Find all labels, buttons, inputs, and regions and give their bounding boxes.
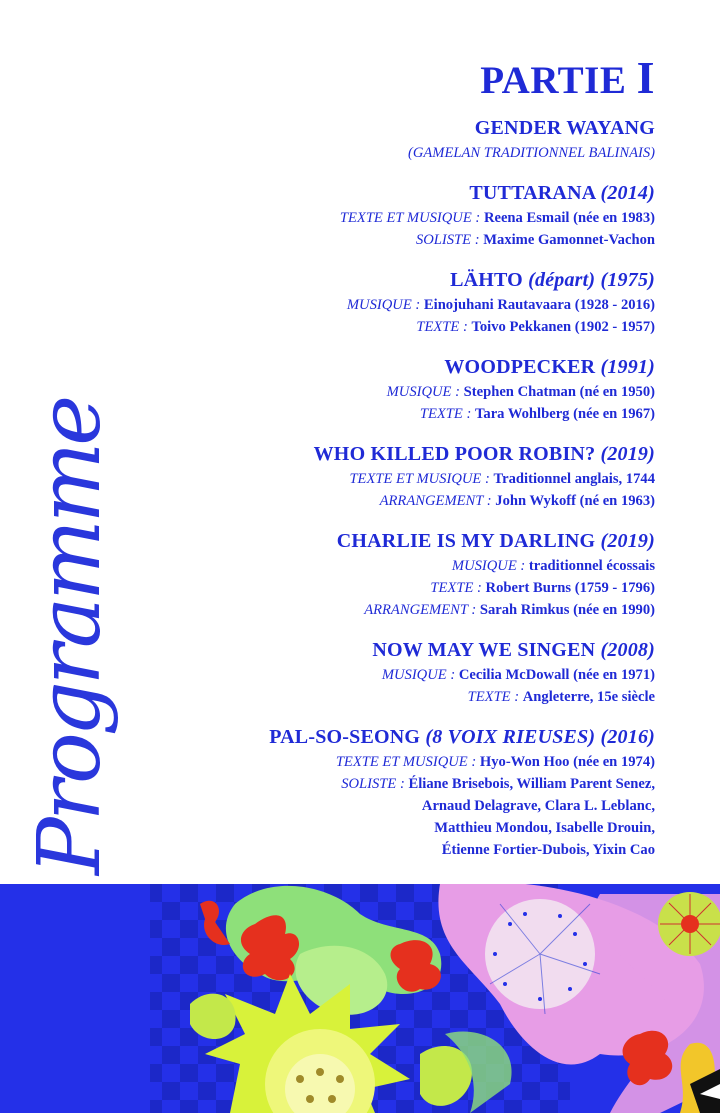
credit-role: TEXTE ET MUSIQUE :: [335, 754, 477, 770]
credit-name: Traditionnel anglais, 1744: [493, 471, 655, 487]
part-number: I: [636, 52, 655, 103]
part-heading: [135, 52, 655, 107]
credit-role: TEXTE :: [467, 689, 520, 705]
programme-vertical-title: Programme: [20, 398, 120, 875]
credit-line: [135, 555, 655, 577]
credit-name: Sarah Rimkus (née en 1990): [479, 602, 655, 618]
credit-name: Matthieu Mondou, Isabelle Drouin,: [434, 820, 655, 836]
credit-line: [135, 773, 655, 795]
credit-name: Étienne Fortier-Dubois, Yixin Cao: [441, 842, 655, 858]
piece-title: [135, 528, 655, 555]
credit-line: [135, 599, 655, 621]
part-label: PARTIE: [480, 59, 627, 102]
piece-title: [135, 354, 655, 381]
credit-line: [135, 207, 655, 229]
piece-title-text: GENDER WAYANG: [474, 117, 655, 139]
piece-year: (2019): [600, 443, 655, 465]
piece-title: [135, 441, 655, 468]
credit-name: Éliane Brisebois, William Parent Senez,: [408, 776, 655, 792]
credit-name: traditionnel écossais: [528, 558, 655, 574]
credit-name: Reena Esmail (née en 1983): [483, 210, 655, 226]
piece-title-text: TUTTARANA: [469, 182, 596, 204]
piece-title: [135, 637, 655, 664]
piece-year: (2014): [600, 182, 655, 204]
piece-subtitle: (GAMELAN TRADITIONNEL BALINAIS): [407, 145, 655, 161]
programme-content: [135, 52, 655, 877]
piece-year: (départ) (1975): [528, 269, 655, 291]
piece-title: [135, 267, 655, 294]
credit-line: [135, 839, 655, 861]
credit-role: TEXTE ET MUSIQUE :: [339, 210, 481, 226]
credit-name: Cecilia McDowall (née en 1971): [458, 667, 655, 683]
piece-title: [135, 724, 655, 751]
credit-role: SOLISTE :: [415, 232, 480, 248]
credit-line: [135, 490, 655, 512]
credit-line: [135, 403, 655, 425]
piece-block: [135, 528, 655, 621]
piece-title: [135, 115, 655, 142]
credit-role: TEXTE ET MUSIQUE :: [349, 471, 490, 487]
piece-title: [135, 180, 655, 207]
piece-block: [135, 724, 655, 861]
piece-year: (2019): [600, 530, 655, 552]
credit-name: Toivo Pekkanen (1902 - 1957): [471, 319, 655, 335]
piece-block: [135, 354, 655, 425]
piece-list: [135, 115, 655, 861]
credit-line: [135, 686, 655, 708]
credit-line: [135, 294, 655, 316]
piece-title-text: LÄHTO: [450, 269, 523, 291]
credit-role: TEXTE :: [419, 406, 472, 422]
credit-line: [135, 795, 655, 817]
credit-name: Hyo-Won Hoo (née en 1974): [479, 754, 655, 770]
credit-line: [135, 577, 655, 599]
credit-role: MUSIQUE :: [381, 667, 456, 683]
credit-role: MUSIQUE :: [346, 297, 421, 313]
banner-illustration: [0, 884, 720, 1113]
credit-name: Angleterre, 15e siècle: [522, 689, 655, 705]
credit-role: SOLISTE :: [341, 776, 405, 792]
piece-title-text: WOODPECKER: [444, 356, 596, 378]
credit-line: [135, 817, 655, 839]
credit-line: [135, 664, 655, 686]
decorative-banner-artwork: [0, 884, 720, 1113]
credit-line: [135, 229, 655, 251]
piece-title-text: WHO KILLED POOR ROBIN?: [313, 443, 596, 465]
credit-role: TEXTE :: [430, 580, 482, 596]
credit-name: Arnaud Delagrave, Clara L. Leblanc,: [421, 798, 655, 814]
credit-line: [135, 381, 655, 403]
credit-line: [135, 468, 655, 490]
credit-role: ARRANGEMENT :: [379, 493, 492, 509]
credit-name: Einojuhani Rautavaara (1928 - 2016): [423, 297, 655, 313]
piece-title-text: NOW MAY WE SINGEN: [372, 639, 596, 661]
credit-line: [135, 751, 655, 773]
piece-title-text: CHARLIE IS MY DARLING: [336, 530, 596, 552]
credit-name: Tara Wohlberg (née en 1967): [475, 406, 655, 422]
piece-year: (1991): [600, 356, 655, 378]
piece-year: (8 VOIX RIEUSES) (2016): [425, 726, 655, 748]
credit-name: Stephen Chatman (né en 1950): [463, 384, 655, 400]
piece-block: [135, 441, 655, 512]
piece-block: [135, 115, 655, 164]
credit-role: ARRANGEMENT :: [364, 602, 477, 618]
piece-block: [135, 267, 655, 338]
credit-role: MUSIQUE :: [451, 558, 526, 574]
credit-role: MUSIQUE :: [386, 384, 460, 400]
piece-title-text: PAL-SO-SEONG: [269, 726, 421, 748]
credit-name: Maxime Gamonnet-Vachon: [483, 232, 655, 248]
credit-name: Robert Burns (1759 - 1796): [485, 580, 655, 596]
credit-name: John Wykoff (né en 1963): [495, 493, 655, 509]
piece-block: [135, 180, 655, 251]
credit-line: [135, 316, 655, 338]
credit-role: TEXTE :: [416, 319, 468, 335]
piece-block: [135, 637, 655, 708]
piece-year: (2008): [600, 639, 655, 661]
